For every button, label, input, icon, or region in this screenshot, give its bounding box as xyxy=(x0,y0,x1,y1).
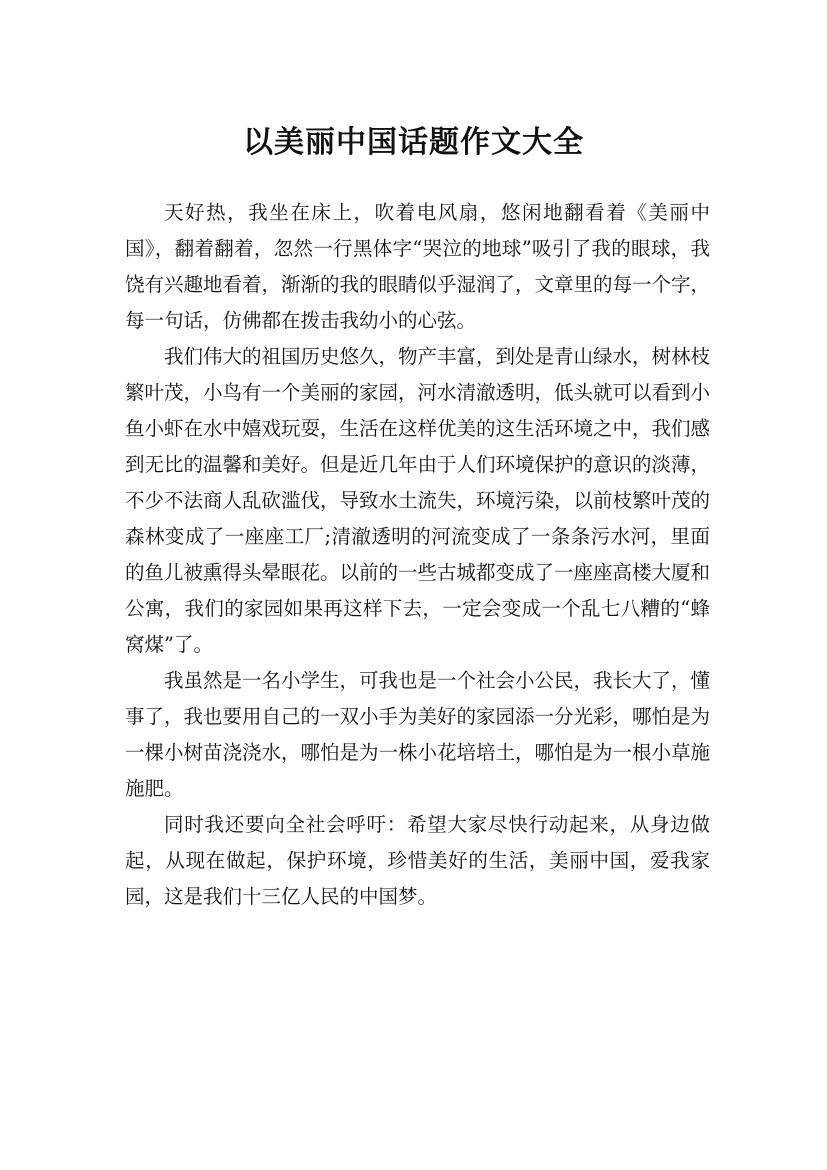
paragraph-2: 我们伟大的祖国历史悠久，物产丰富，到处是青山绿水，树林枝繁叶茂，小鸟有一个美丽的家园，河水清澈透明，低头就可以看到小鱼小虾在水中嬉戏玩耍，生活在这样优美的这生活环境之中，我们感到无比的温馨和美好。但是近几年由于人们环境保护的意识的淡薄，不少不法商人乱砍滥伐，导致水土流失，环境污染，以前枝繁叶茂的森林变成了一座座工厂;清澈透明的河流变成了一条条污水河，里面的鱼儿被熏得头晕眼花。以前的一些古城都变成了一座座高楼大厦和公寓，我们的家园如果再这样下去，一定会变成一个乱七八糟的“蜂窝煤”了。 xyxy=(125,345,711,656)
document-title: 以美丽中国话题作文大全 xyxy=(243,125,584,161)
document-body xyxy=(125,195,710,915)
paragraph-4: 同时我还要向全社会呼吁：希望大家尽快行动起来，从身边做起，从现在做起，保护环境，珍惜美好的生活，美丽中国，爱我家园，这是我们十三亿人民的中国梦。 xyxy=(125,813,710,908)
paragraph-1: 天好热，我坐在床上，吹着电风扇，悠闲地翻看着《美丽中国》，翻着翻着，忽然一行黑体字“哭泣的地球”吸引了我的眼球，我饶有兴趣地看着，渐渐的我的眼睛似乎湿润了，文章里的每一个字，每一句话，仿佛都在拨击我幼小的心弦。 xyxy=(125,201,711,332)
paragraph-3: 我虽然是一名小学生，可我也是一个社会小公民，我长大了，懂事了，我也要用自己的一双小手为美好的家园添一分光彩，哪怕是为一棵小树苗浇浇水，哪怕是为一株小花培培土，哪怕是为一根小草施施肥。 xyxy=(125,669,711,800)
